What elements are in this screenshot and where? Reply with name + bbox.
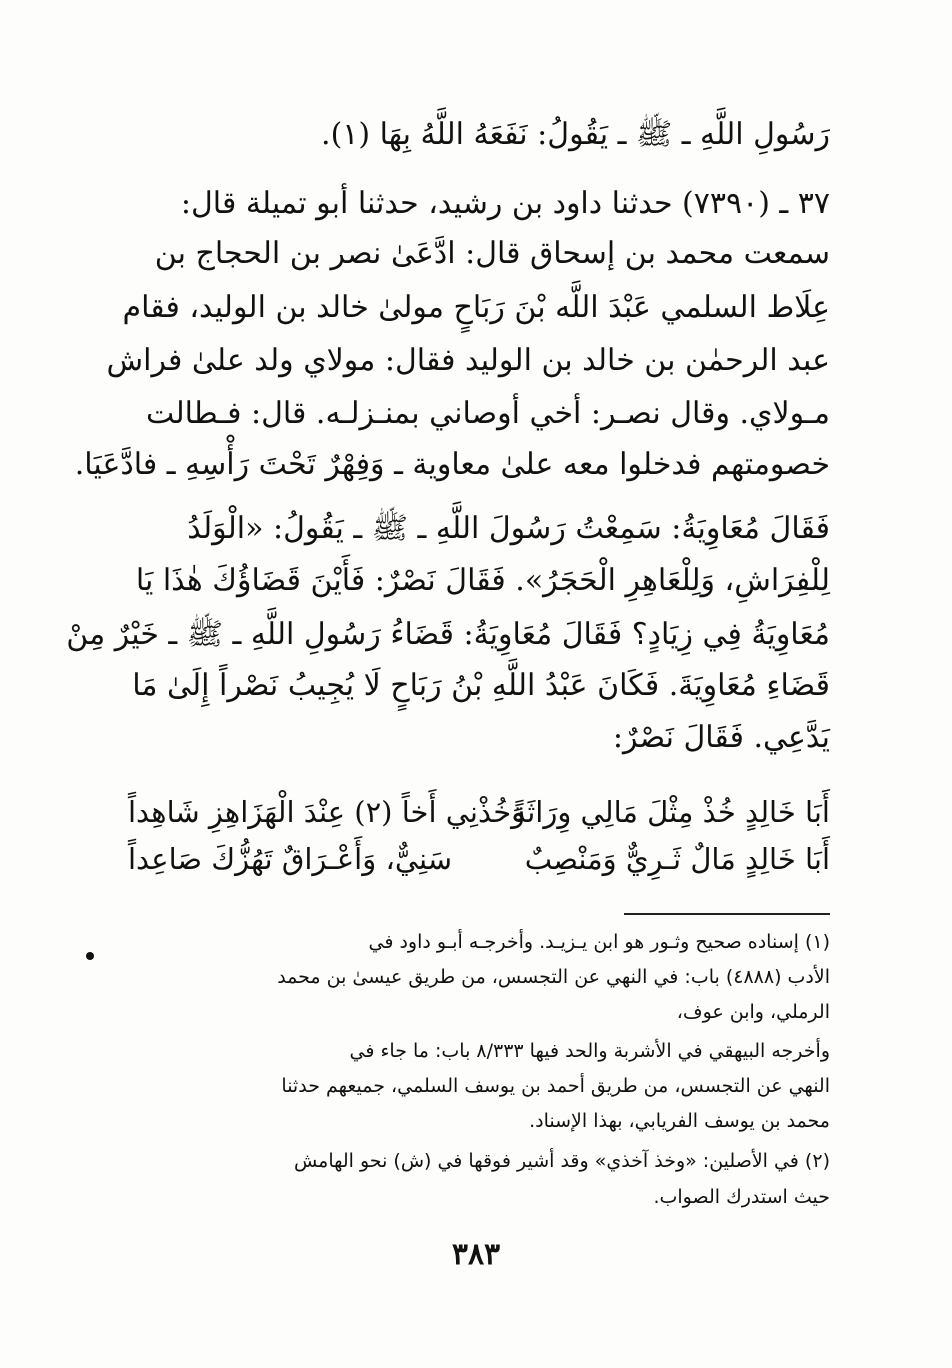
page-number: ٣٨٣ xyxy=(451,1237,501,1272)
narrative-line-2: لِلْفِرَاشِ، وَلِلْعَاهِرِ الْحَجَرُ». فَقَالَ نَصْرٌ: فَأَيْنَ قَضَاؤُكَ هٰذَا يَا xyxy=(135,563,830,598)
narrative-line-5: يَدَّعِي. فَقَالَ نَصْرٌ: xyxy=(612,720,830,755)
narrative-line-3: مُعَاوِيَةُ فِي زِيَادٍ؟ فَقَالَ مُعَاوِيَةُ: قَضَاءُ رَسُولِ اللَّهِ ـ ﷺ ـ خَيْرٌ مِنْ xyxy=(66,617,830,652)
verse-1-first-hemistich: أَبَا خَالِدٍ خُذْ مِثْلَ مَالِي وِرَاثَةً xyxy=(511,795,830,829)
verse-2-first-hemistich: أَبَا خَالِدٍ مَالٌ ثَـرِيٌّ وَمَنْصِبٌ xyxy=(524,842,830,876)
footnote-1-line-5: النهي عن التجسس، من طريق أحمد بن يوسف السلمي، جميعهم حدثنا xyxy=(281,1075,830,1097)
hadith-number-line: ٣٧ ـ (٧٣٩٠) حدثنا داود بن رشيد، حدثنا أبو تميلة قال: xyxy=(180,186,830,221)
footnote-2-line-1: (٢) في الأصلين: «وخذ آخذي» وقد أشير فوقها في (ش) نحو الهامش xyxy=(293,1150,830,1172)
body-line-4: عِلَاط السلمي عَبْدَ اللَّه بْنَ رَبَاحٍ مولىٰ خالد بن الوليد، فقام xyxy=(122,290,830,325)
verse-2-second-hemistich: سَنِيٌّ، وَأَعْـرَاقٌ تَهُزُّكَ صَاعِداً xyxy=(128,842,453,876)
footnote-1-line-4: وأخرجه البيهقي في الأشربة والحد فيها ٨/٣٣٣ باب: ما جاء في xyxy=(349,1040,830,1062)
narrative-line-4: قَضَاءِ مُعَاوِيَةَ. فَكَانَ عَبْدُ اللَّهِ بْنُ رَبَاحٍ لَا يُجِيبُ نَصْراً إِلَىٰ مَا xyxy=(132,668,830,703)
footnote-separator xyxy=(624,913,830,915)
footnote-1-line-3: الرملي، وابن عوف، xyxy=(676,1001,830,1023)
body-line-3: سمعت محمد بن إسحاق قال: ادَّعَىٰ نصر بن الحجاج بن xyxy=(154,236,830,271)
footnote-1-line-6: محمد بن يوسف الفريابي، بهذا الإسناد. xyxy=(529,1110,830,1132)
body-line-1: رَسُولِ اللَّهِ ـ ﷺ ـ يَقُولُ: نَفَعَهُ اللَّهُ بِهَا (١). xyxy=(321,117,830,152)
footnote-1-line-1: (١) إسناده صحيح وثـور هو ابن يـزيـد. وأخرجـه أبـو داود في xyxy=(368,931,830,953)
body-line-6: مـولاي. وقال نصـر: أخي أوصاني بمنـزلـه. قال: فـطالت xyxy=(146,396,830,431)
narrative-line-1: فَقَالَ مُعَاوِيَةُ: سَمِعْتُ رَسُولَ اللَّهِ ـ ﷺ ـ يَقُولُ: «الْوَلَدُ xyxy=(187,511,830,546)
body-line-7: خصومتهم فدخلوا معه علىٰ معاوية ـ وَفِهْرٌ تَحْتَ رَأْسِهِ ـ فادَّعَيَا. xyxy=(74,447,830,482)
verse-1-second-hemistich: وَخُذْنِي أَخاً (٢) عِنْدَ الْهَزَاهِزِ شَاهِداً xyxy=(128,795,526,829)
footnote-2-line-2: حيث استدرك الصواب. xyxy=(653,1186,830,1208)
body-line-5: عبد الرحمٰن بن خالد بن الوليد فقال: مولاي ولد علىٰ فراش xyxy=(106,343,830,378)
margin-dot xyxy=(86,952,94,960)
footnote-1-line-2: الأدب (٤٨٨٨) باب: في النهي عن التجسس، من طريق عيسىٰ بن محمد xyxy=(277,966,830,988)
